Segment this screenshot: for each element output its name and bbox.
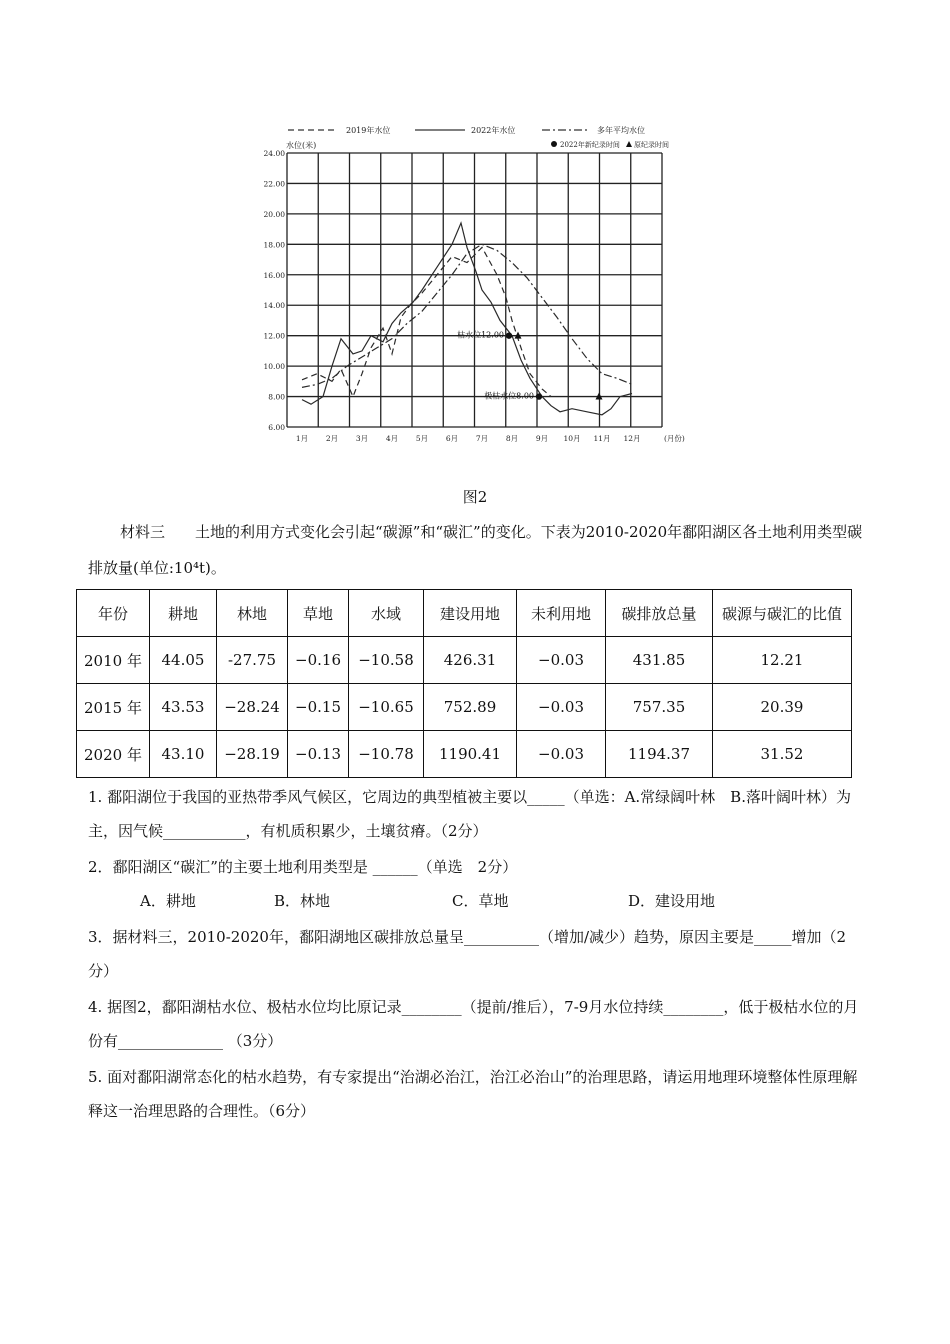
x-tick-label: 12月 <box>623 434 641 443</box>
annotation-label: 枯水位12.00 <box>457 330 504 340</box>
x-tick-label: 7月 <box>475 434 489 443</box>
table-cell: −0.16 <box>288 637 349 684</box>
table-row <box>77 731 852 778</box>
question-2: 2．鄱阳湖区“碳汇”的主要土地利用类型是 ______（单选 2分） <box>88 858 518 876</box>
x-tick-label: 6月 <box>445 434 459 443</box>
table-header: 未利用地 <box>517 590 606 637</box>
x-tick-label: 4月 <box>385 434 399 443</box>
series-line-solid <box>302 223 632 415</box>
x-tick-label: 3月 <box>355 434 369 443</box>
table-cell: 2010 年 <box>77 637 150 684</box>
table-cell: 752.89 <box>424 684 517 731</box>
table-header: 年份 <box>77 590 150 637</box>
table-cell: 431.85 <box>606 637 713 684</box>
table-header: 耕地 <box>150 590 217 637</box>
legend-label-avg: 多年平均水位 <box>597 126 645 135</box>
table-cell: 426.31 <box>424 637 517 684</box>
table-cell: −28.19 <box>217 731 288 778</box>
chart-legend <box>288 125 669 149</box>
table-cell: 2020 年 <box>77 731 150 778</box>
option-a: A．耕地 <box>140 892 196 910</box>
table-cell: 1194.37 <box>606 731 713 778</box>
y-axis-label: 水位(米) <box>286 141 317 150</box>
table-cell: −0.03 <box>517 731 606 778</box>
y-tick-label: 22.00 <box>263 179 285 189</box>
table-cell: 44.05 <box>150 637 217 684</box>
x-tick-label: 5月 <box>415 434 429 443</box>
table-cell: 2015 年 <box>77 684 150 731</box>
table-header: 水域 <box>349 590 424 637</box>
y-tick-label: 16.00 <box>263 270 285 280</box>
chart-svg <box>263 118 690 458</box>
x-tick-label: 1月 <box>295 434 309 443</box>
table-header: 建设用地 <box>424 590 517 637</box>
x-tick-label: 11月 <box>593 434 611 443</box>
x-tick-label: 9月 <box>535 434 549 443</box>
legend-triangle-marker <box>626 141 632 147</box>
table-cell: 1190.41 <box>424 731 517 778</box>
y-tick-label: 24.00 <box>263 149 285 158</box>
y-tick-label: 18.00 <box>263 240 285 250</box>
figure-caption: 图2 <box>462 488 488 506</box>
table-cell: −10.58 <box>349 637 424 684</box>
table-header: 草地 <box>288 590 349 637</box>
table-cell: −28.24 <box>217 684 288 731</box>
legend-label-2019: 2019年水位 <box>346 126 391 135</box>
material-text: 土地的利用方式变化会引起“碳源”和“碳汇”的变化。下表为2010-2020年鄱阳湖区各土地利用类型碳排放量(单位:10⁴t)。 <box>88 523 863 577</box>
series-line-dashed <box>302 247 551 396</box>
table-cell: −10.78 <box>349 731 424 778</box>
option-c: C．草地 <box>452 892 509 910</box>
question-5: 5. 面对鄱阳湖常态化的枯水趋势，有专家提出“治湖必治江，治江必治山”的治理思路，请运用地理环境整体性原理解释这一治理思路的合理性。（6分） <box>88 1068 858 1120</box>
question-4: 4. 据图2，鄱阳湖枯水位、极枯水位均比原记录________（提前/推后），7-9月水位持续________，低于极枯水位的月份有______________ （3分） <box>88 998 859 1050</box>
record-circle-marker <box>536 393 542 399</box>
table-cell: 43.10 <box>150 731 217 778</box>
table-cell: −0.03 <box>517 684 606 731</box>
legend-label-2022: 2022年水位 <box>471 126 516 135</box>
question-1: 1. 鄱阳湖位于我国的亚热带季风气候区，它周边的典型植被主要以_____（单选：A.常绿阔叶林 B.落叶阔叶林）为主，因气候___________，有机质积累少，土壤贫瘠。（2分） <box>88 788 851 840</box>
table-cell: 12.21 <box>713 637 852 684</box>
y-tick-label: 8.00 <box>268 392 285 402</box>
x-tick-label: 2月 <box>325 434 339 443</box>
table-header: 林地 <box>217 590 288 637</box>
question-2-options <box>140 886 715 916</box>
table-row <box>77 637 852 684</box>
x-axis-label: (月份) <box>664 434 685 443</box>
table-cell: 31.52 <box>713 731 852 778</box>
record-circle-marker <box>506 332 512 338</box>
table-row <box>77 684 852 731</box>
table-cell: −10.65 <box>349 684 424 731</box>
table-cell: 43.53 <box>150 684 217 731</box>
y-tick-label: 20.00 <box>263 209 285 219</box>
x-tick-label: 10月 <box>563 434 581 443</box>
table-cell: -27.75 <box>217 637 288 684</box>
material-paragraph <box>88 514 868 586</box>
option-d: D．建设用地 <box>628 892 716 910</box>
table-cell: −0.03 <box>517 637 606 684</box>
table-header: 碳排放总量 <box>606 590 713 637</box>
annotation-label: 极枯水位8.00 <box>484 391 534 401</box>
y-tick-label: 12.00 <box>263 331 285 341</box>
legend-label-old-record: 原纪录时间 <box>634 141 669 149</box>
table-cell: 757.35 <box>606 684 713 731</box>
legend-circle-marker <box>551 141 557 147</box>
carbon-emission-table <box>76 589 852 778</box>
table-cell: 20.39 <box>713 684 852 731</box>
legend-label-new-record: 2022年新纪录时间 <box>560 141 620 149</box>
table-cell: −0.15 <box>288 684 349 731</box>
y-tick-label: 14.00 <box>263 301 285 311</box>
y-tick-label: 10.00 <box>263 362 285 372</box>
material-heading: 材料三 <box>120 523 166 541</box>
x-tick-label: 8月 <box>505 434 519 443</box>
question-3: 3．据材料三，2010-2020年，鄱阳湖地区碳排放总量呈__________（增加/减少）趋势，原因主要是_____增加（2分） <box>88 928 847 980</box>
water-level-chart <box>263 118 690 458</box>
table-header: 碳源与碳汇的比值 <box>713 590 852 637</box>
y-tick-label: 6.00 <box>268 423 285 432</box>
table-header-row <box>77 590 852 637</box>
table-cell: −0.13 <box>288 731 349 778</box>
option-b: B．林地 <box>274 892 331 910</box>
